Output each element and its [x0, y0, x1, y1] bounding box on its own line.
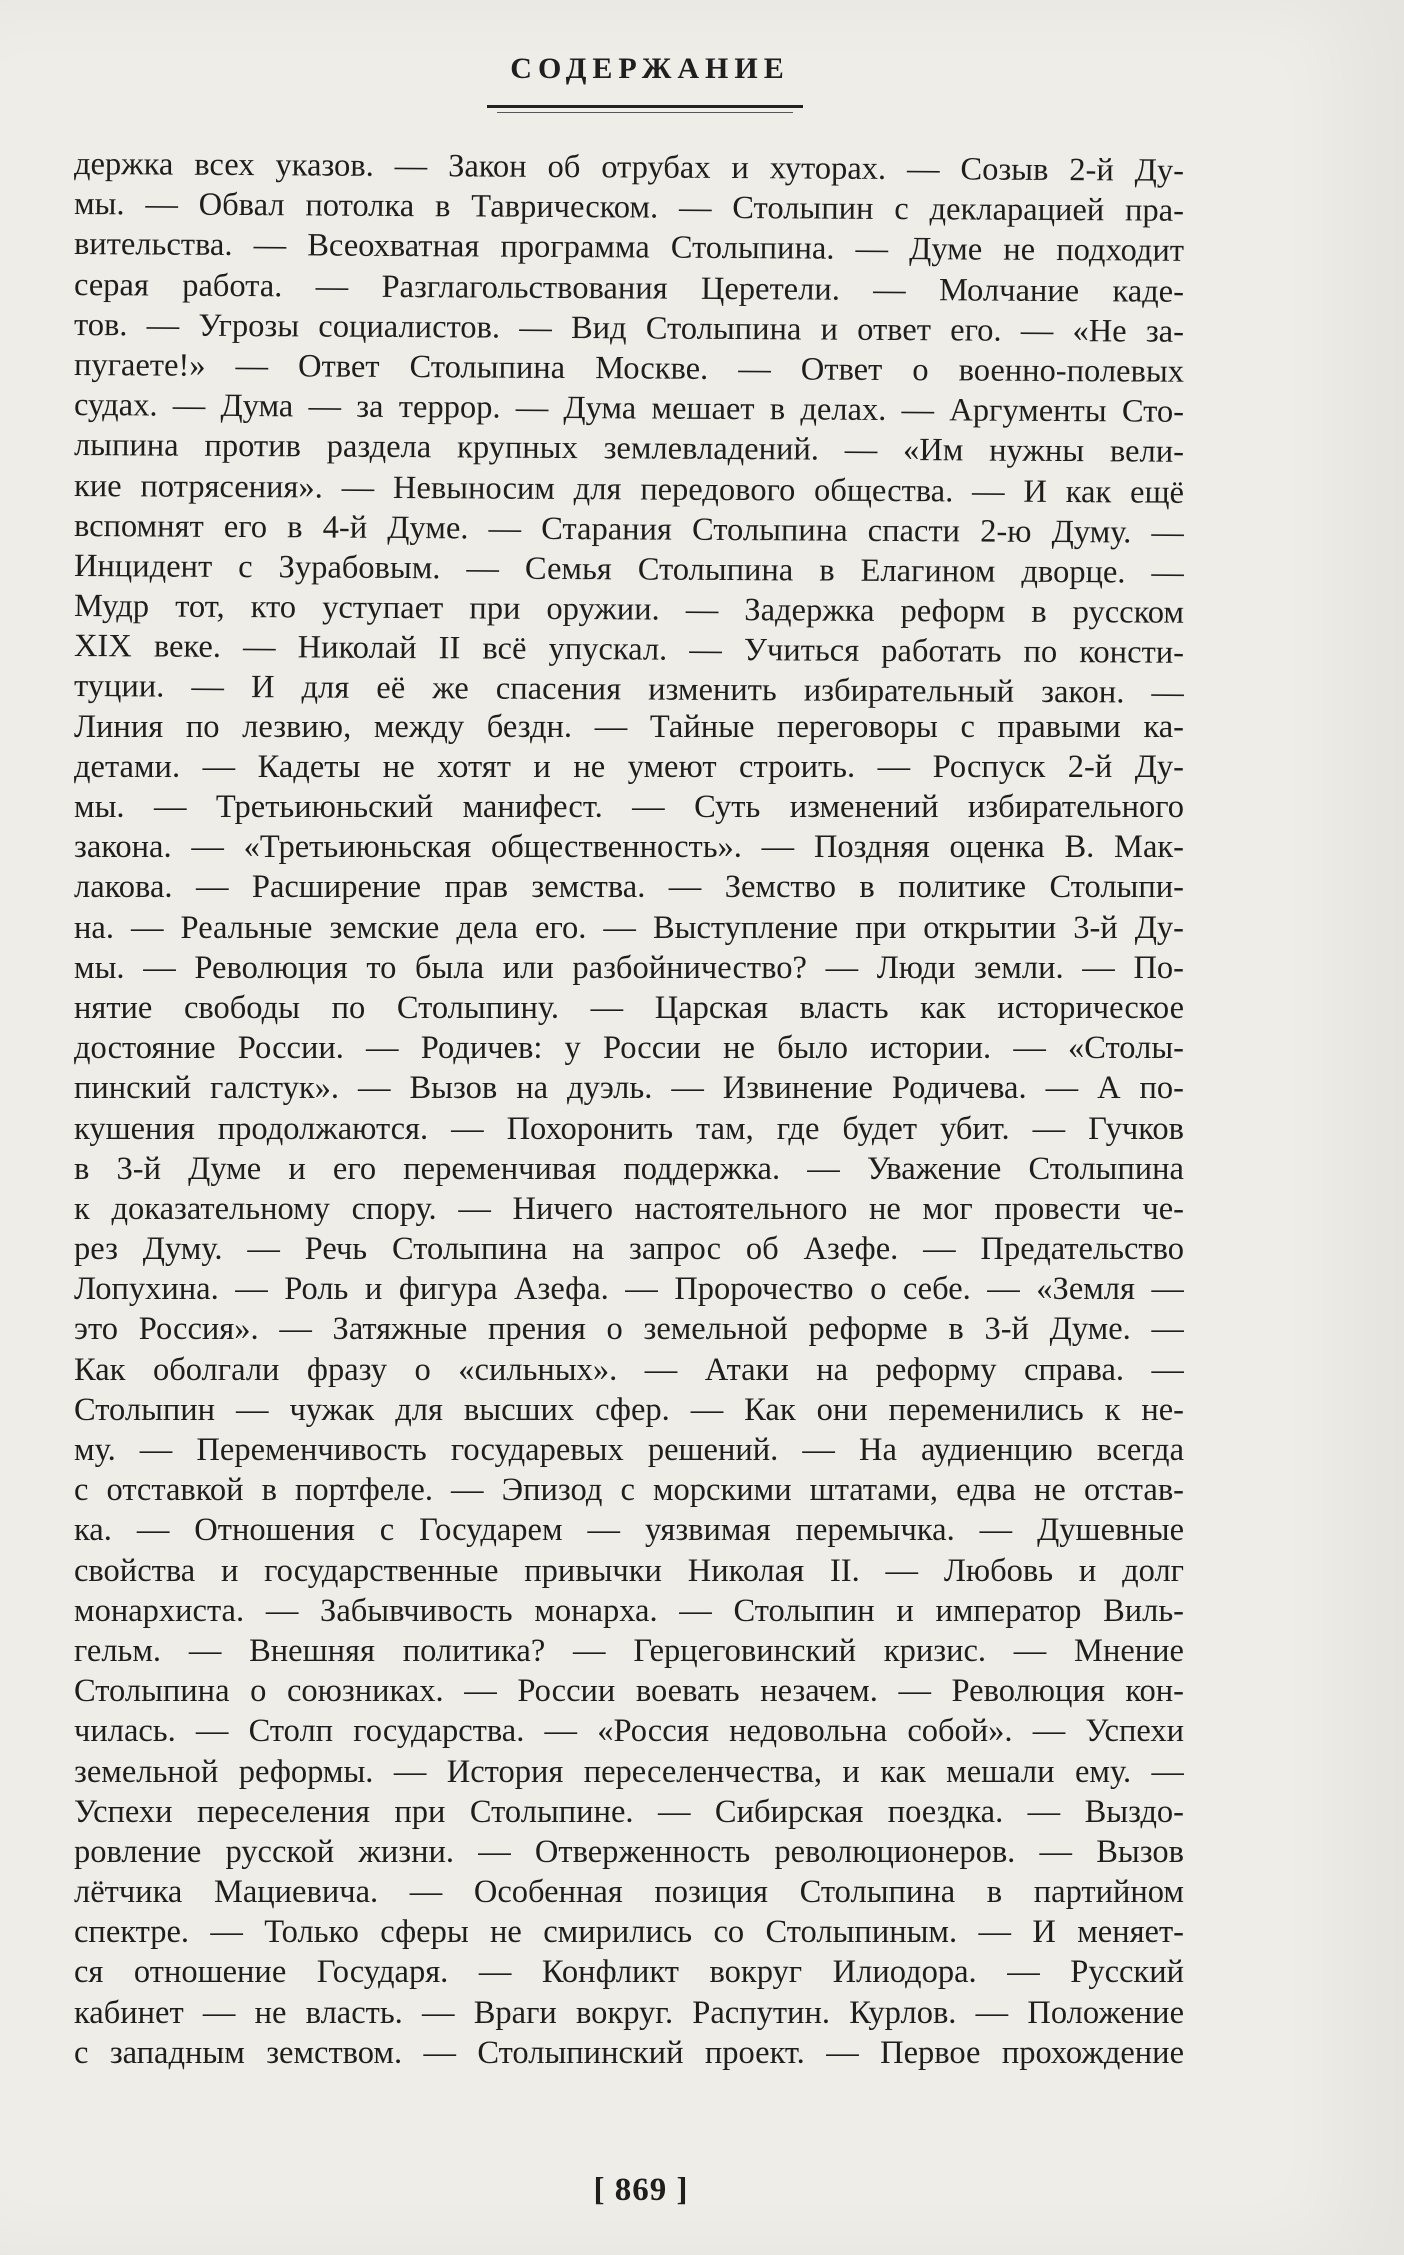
text-line: Столыпин — чужак для высших сфер. — Как они переменились к не-: [74, 1391, 1184, 1428]
header-rule: [487, 105, 803, 108]
text-line: закона. — «Третьиюньская общественность». — Поздняя оценка В. Мак-: [74, 829, 1184, 866]
text-line: лыпина против раздела крупных землевладений. — «Им нужны вели-: [73, 427, 1185, 471]
text-line: свойства и государственные привычки Николая II. — Любовь и долг: [74, 1552, 1184, 1589]
text-line: спектре. — Только сферы не смирились со Столыпиным. — И меняет-: [74, 1914, 1184, 1951]
text-line: лётчика Мациевича. — Особенная позиция Столыпина в партийном: [74, 1874, 1184, 1911]
text-line: кие потрясения». — Невыносим для передового общества. — И как ещё: [73, 467, 1185, 511]
text-line: чилась. — Столп государства. — «Россия недовольна собой». — Успехи: [74, 1713, 1184, 1750]
text-line: достояние России. — Родичев: у России не было истории. — «Столы-: [74, 1030, 1184, 1067]
text-line: туции. — И для её же спасения изменить избирательный закон. —: [73, 668, 1185, 712]
show-through-from-facing-page: [1194, 0, 1404, 2255]
text-line: Линия по лезвию, между бездн. — Тайные переговоры с правыми ка-: [74, 708, 1184, 745]
text-line: лакова. — Расширение прав земства. — Земство в политике Столыпи-: [74, 869, 1184, 906]
text-line: ка. — Отношения с Государем — уязвимая перемычка. — Душевные: [74, 1512, 1184, 1549]
text-line: гельм. — Внешняя политика? — Герцеговинский кризис. — Мнение: [74, 1632, 1184, 1669]
text-line: мы. — Революция то была или разбойничество? — Люди земли. — По-: [74, 949, 1184, 986]
text-line: детами. — Кадеты не хотят и не умеют строить. — Роспуск 2-й Ду-: [74, 748, 1184, 785]
text-line: пугаете!» — Ответ Столыпина Москве. — Ответ о военно-полевых: [73, 346, 1185, 390]
contents-body-text: [74, 144, 1184, 2073]
text-line: нятие свободы по Столыпину. — Царская власть как историческое: [74, 989, 1184, 1026]
text-line: это Россия». — Затяжные прения о земельной реформе в 3-й Думе. —: [74, 1311, 1184, 1348]
text-line: с отставкой в портфеле. — Эпизод с морскими штатами, едва не отстав-: [74, 1472, 1184, 1509]
text-line: с западным земством. — Столыпинский проект. — Первое прохождение: [74, 2034, 1184, 2071]
text-line: мы. — Обвал потолка в Таврическом. — Столыпин с декларацией пра-: [73, 186, 1185, 229]
text-line: земельной реформы. — История переселенчества, и как мешали ему. —: [74, 1753, 1184, 1790]
text-line: му. — Переменчивость государевых решений. — На аудиенцию всегда: [74, 1432, 1184, 1468]
text-line: тов. — Угрозы социалистов. — Вид Столыпина и ответ его. — «Не за-: [73, 306, 1185, 350]
text-line: Столыпина о союзниках. — России воевать незачем. — Революция кон-: [74, 1673, 1184, 1710]
text-line: Лопухина. — Роль и фигура Азефа. — Пророчество о себе. — «Земля —: [74, 1271, 1184, 1308]
text-line: кабинет — не власть. — Враги вокруг. Распутин. Курлов. — Положение: [74, 1994, 1184, 2031]
text-line: вспомнят его в 4-й Думе. — Старания Столыпина спасти 2-ю Думу. —: [73, 507, 1185, 551]
page-number: [ 869 ]: [593, 2172, 689, 2208]
text-line: Успехи переселения при Столыпине. — Сибирская поездка. — Выздо-: [74, 1793, 1184, 1830]
text-line: рез Думу. — Речь Столыпина на запрос об Азефе. — Предательство: [74, 1231, 1184, 1268]
text-line: Инцидент с Зурабовым. — Семья Столыпина в Елагином дворце. —: [73, 547, 1185, 591]
text-line: вительства. — Всеохватная программа Столыпина. — Думе не подходит: [73, 226, 1185, 270]
text-line: кушения продолжаются. — Похоронить там, где будет убит. — Гучков: [74, 1110, 1184, 1147]
text-line: судах. — Дума — за террор. — Дума мешает в делах. — Аргументы Сто-: [73, 387, 1185, 430]
text-line: ся отношение Государя. — Конфликт вокруг Илиодора. — Русский: [74, 1954, 1184, 1991]
text-line: мы. — Третьиюньский манифест. — Суть изменений избирательного: [74, 789, 1184, 825]
running-head: СОДЕРЖАНИЕ: [510, 52, 790, 85]
text-line: Мудр тот, кто уступает при оружии. — Задержка реформ в русском: [73, 588, 1185, 631]
text-line: XIX веке. — Николай II всё упускал. — Учиться работать по консти-: [73, 628, 1185, 672]
text-line: монархиста. — Забывчивость монарха. — Столыпин и император Виль-: [74, 1592, 1184, 1629]
text-line: Как оболгали фразу о «сильных». — Атаки на реформу справа. —: [74, 1351, 1184, 1388]
text-line: к доказательному спору. — Ничего настоятельного не мог провести че-: [74, 1190, 1184, 1227]
text-line: серая работа. — Разглагольствования Церетели. — Молчание каде-: [73, 266, 1185, 310]
text-line: держка всех указов. — Закон об отрубах и хуторах. — Созыв 2-й Ду-: [73, 146, 1185, 189]
text-line: в 3-й Думе и его переменчивая поддержка. — Уважение Столыпина: [74, 1150, 1184, 1187]
text-line: ровление русской жизни. — Отверженность революционеров. — Вызов: [74, 1833, 1184, 1870]
text-line: на. — Реальные земские дела его. — Выступление при открытии 3-й Ду-: [74, 909, 1184, 946]
text-line: пинский галстук». — Вызов на дуэль. — Извинение Родичева. — А по-: [74, 1070, 1184, 1107]
